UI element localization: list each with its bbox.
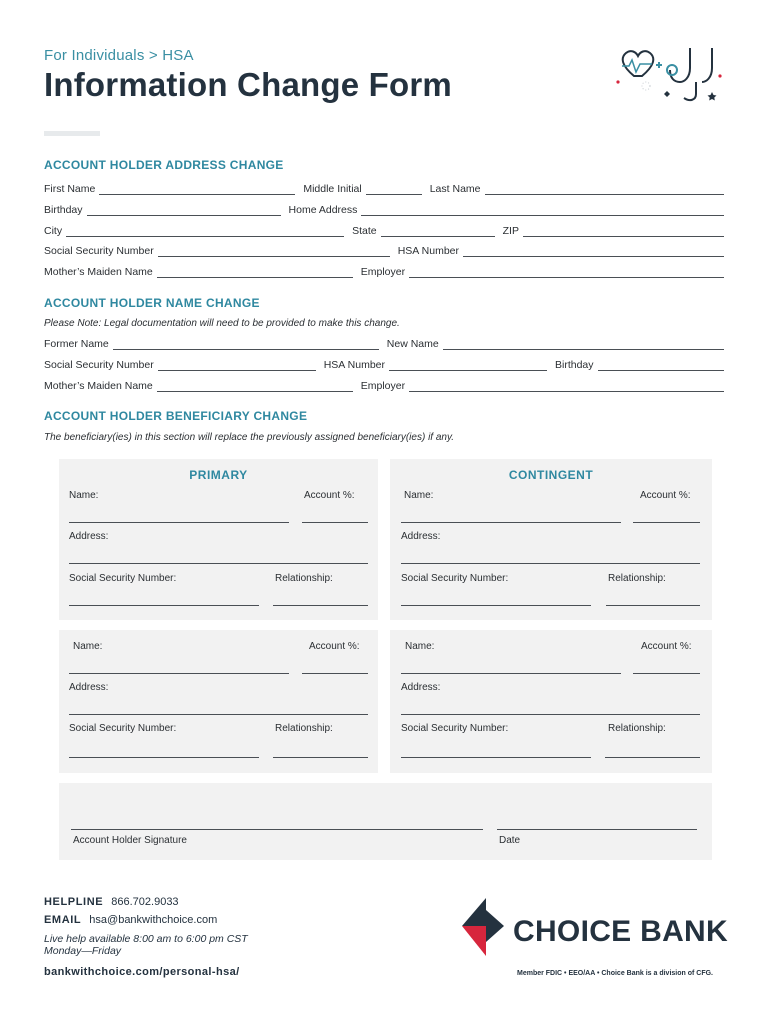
address-label: Address: — [69, 531, 109, 542]
relationship-label: Relationship: — [275, 723, 333, 734]
relationship-field[interactable] — [273, 757, 368, 758]
relationship-field[interactable] — [273, 605, 368, 606]
name-change-note: Please Note: Legal documentation will need to be provided to make this change. — [44, 318, 400, 329]
state-field[interactable] — [381, 227, 495, 237]
name-hsa-number-label: HSA Number — [323, 359, 385, 371]
bank-name: CHOICE BANK — [513, 915, 728, 948]
heart-stethoscope-icon — [612, 42, 728, 104]
choice-bank-logo-icon — [460, 896, 512, 958]
name-row-1 — [44, 336, 724, 350]
maiden-name-label: Mother’s Maiden Name — [44, 266, 153, 278]
name-label: Name: — [404, 490, 434, 501]
new-name-label: New Name — [386, 338, 439, 350]
zip-field[interactable] — [523, 227, 724, 237]
ssn-field[interactable] — [69, 757, 259, 758]
address-label: Address: — [401, 682, 441, 693]
section-heading-name: ACCOUNT HOLDER NAME CHANGE — [44, 296, 260, 310]
ssn-label: Social Security Number: — [69, 573, 177, 584]
address-row-4 — [44, 243, 724, 257]
home-address-field[interactable] — [361, 206, 724, 216]
ssn-field[interactable] — [401, 757, 591, 758]
maiden-name-field[interactable] — [157, 268, 353, 278]
name-birthday-label: Birthday — [555, 359, 594, 371]
live-help-hours: Live help available 8:00 am to 6:00 pm CST — [44, 933, 248, 945]
name-ssn-label: Social Security Number — [44, 359, 154, 371]
ssn-label: Social Security Number: — [401, 723, 509, 734]
contingent-beneficiary-1 — [390, 459, 712, 620]
middle-initial-field[interactable] — [366, 185, 422, 195]
signature-box — [59, 783, 712, 860]
hsa-number-field[interactable] — [463, 247, 724, 257]
name-label: Name: — [69, 490, 99, 501]
name-label: Name: — [73, 641, 103, 652]
zip-label: ZIP — [502, 225, 519, 237]
primary-beneficiary-2 — [59, 630, 378, 773]
account-pct-label: Account %: — [304, 490, 355, 501]
last-name-field[interactable] — [485, 185, 725, 195]
live-help-days: Monday—Friday — [44, 945, 122, 957]
name-field[interactable] — [69, 522, 289, 523]
signature-field[interactable] — [71, 829, 483, 830]
name-employer-field[interactable] — [409, 382, 724, 392]
address-field[interactable] — [69, 563, 368, 564]
date-field[interactable] — [497, 829, 697, 830]
ssn-field[interactable] — [69, 605, 259, 606]
account-pct-label: Account %: — [309, 641, 360, 652]
disclaimer: Member FDIC • EEO/AA • Choice Bank is a division of CFG. — [517, 970, 714, 977]
name-row-3 — [44, 378, 724, 392]
address-row-3 — [44, 223, 724, 237]
website-link[interactable]: bankwithchoice.com/personal-hsa/ — [44, 966, 240, 978]
former-name-label: Former Name — [44, 338, 109, 350]
middle-initial-label: Middle Initial — [303, 183, 362, 195]
name-maiden-name-label: Mother’s Maiden Name — [44, 380, 153, 392]
beneficiary-note: The beneficiary(ies) in this section will replace the previously assigned beneficiary(ies) if any. — [44, 432, 454, 443]
relationship-label: Relationship: — [608, 573, 666, 584]
name-field[interactable] — [69, 673, 289, 674]
address-label: Address: — [69, 682, 109, 693]
address-field[interactable] — [401, 714, 700, 715]
account-pct-field[interactable] — [302, 673, 368, 674]
contingent-heading: CONTINGENT — [508, 468, 594, 482]
ssn-label: Social Security Number: — [401, 573, 509, 584]
account-pct-label: Account %: — [640, 490, 691, 501]
ssn-field[interactable] — [158, 247, 390, 257]
ssn-field[interactable] — [401, 605, 591, 606]
hsa-number-label: HSA Number — [397, 245, 459, 257]
section-heading-address: ACCOUNT HOLDER ADDRESS CHANGE — [44, 158, 284, 172]
relationship-label: Relationship: — [608, 723, 666, 734]
date-label: Date — [499, 835, 521, 846]
address-row-5 — [44, 264, 724, 278]
former-name-field[interactable] — [113, 340, 379, 350]
account-pct-field[interactable] — [302, 522, 368, 523]
address-field[interactable] — [401, 563, 700, 564]
helpline-label: HELPLINE — [44, 896, 104, 908]
address-row-2 — [44, 202, 724, 216]
address-label: Address: — [401, 531, 441, 542]
name-maiden-name-field[interactable] — [157, 382, 353, 392]
name-birthday-field[interactable] — [598, 361, 724, 371]
last-name-label: Last Name — [429, 183, 481, 195]
primary-heading: PRIMARY — [189, 468, 248, 482]
name-ssn-field[interactable] — [158, 361, 316, 371]
name-employer-label: Employer — [360, 380, 406, 392]
primary-beneficiary-1 — [59, 459, 378, 620]
helpline — [44, 896, 179, 908]
email-label: EMAIL — [44, 914, 82, 926]
name-field[interactable] — [401, 522, 621, 523]
email — [44, 914, 217, 926]
state-label: State — [352, 225, 377, 237]
account-pct-label: Account %: — [641, 641, 692, 652]
name-hsa-number-field[interactable] — [389, 361, 547, 371]
contingent-beneficiary-2 — [390, 630, 712, 773]
account-pct-field[interactable] — [633, 522, 700, 523]
employer-label: Employer — [360, 266, 406, 278]
address-field[interactable] — [69, 714, 368, 715]
first-name-field[interactable] — [99, 185, 295, 195]
first-name-label: First Name — [44, 183, 96, 195]
city-field[interactable] — [66, 227, 344, 237]
relationship-field[interactable] — [605, 757, 700, 758]
home-address-label: Home Address — [288, 204, 358, 216]
section-heading-beneficiary: ACCOUNT HOLDER BENEFICIARY CHANGE — [44, 409, 308, 423]
signature-label: Account Holder Signature — [73, 835, 187, 846]
name-field[interactable] — [401, 673, 621, 674]
employer-field[interactable] — [409, 268, 724, 278]
page-title: Information Change Form — [44, 66, 452, 103]
new-name-field[interactable] — [443, 340, 724, 350]
address-row-1 — [44, 181, 724, 195]
breadcrumb: For Individuals > HSA — [44, 47, 194, 64]
city-label: City — [44, 225, 63, 237]
relationship-field[interactable] — [606, 605, 700, 606]
ssn-label: Social Security Number — [44, 245, 154, 257]
account-pct-field[interactable] — [633, 673, 700, 674]
name-row-2 — [44, 357, 724, 371]
email-link[interactable]: hsa@bankwithchoice.com — [89, 914, 218, 926]
relationship-label: Relationship: — [275, 573, 333, 584]
ssn-label: Social Security Number: — [69, 723, 177, 734]
birthday-field[interactable] — [87, 206, 281, 216]
helpline-number[interactable]: 866.702.9033 — [111, 896, 179, 908]
title-divider — [44, 131, 100, 136]
birthday-label: Birthday — [44, 204, 83, 216]
name-label: Name: — [405, 641, 435, 652]
